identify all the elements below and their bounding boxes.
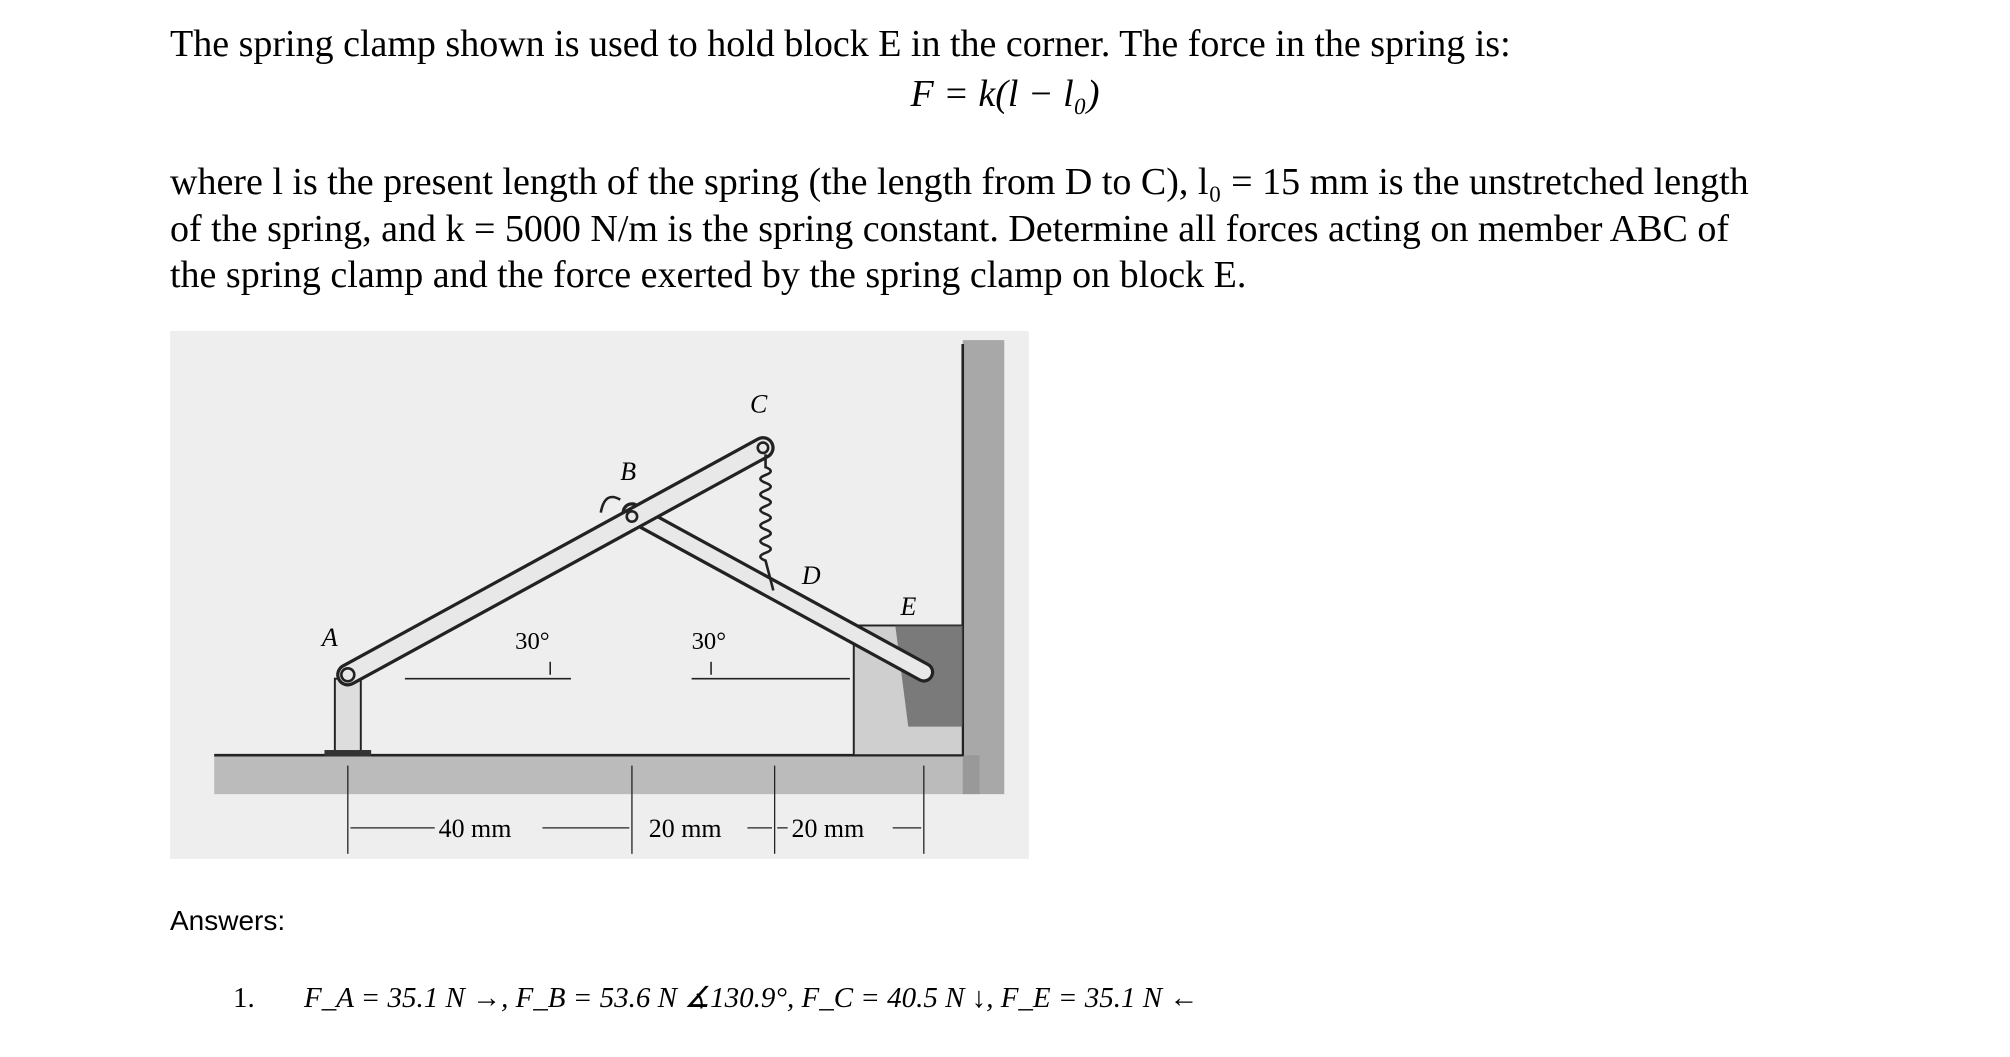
dimension-40mm: 40 mm: [438, 813, 512, 843]
answers-label: Answers:: [170, 905, 286, 936]
answer-number: 1.: [233, 982, 255, 1014]
angle-label-left: 30°: [515, 627, 550, 655]
label-a: A: [321, 623, 338, 653]
angle-label-right: 30°: [691, 627, 727, 655]
spring-clamp-figure: [170, 331, 1029, 859]
label-c: C: [749, 389, 768, 419]
dimension-20mm-2: 20 mm: [791, 813, 865, 843]
problem-line-1: The spring clamp shown is used to hold block E in the corner. The force in the spring is:: [170, 23, 1511, 65]
dimension-20mm-1: 20 mm: [648, 813, 722, 843]
ground: [214, 755, 979, 794]
wall: [963, 340, 1005, 794]
spring-force-formula: F = k(l − l₀): [910, 73, 1100, 115]
label-b: B: [620, 457, 637, 487]
label-d: D: [801, 560, 821, 590]
problem-line-4: the spring clamp and the force exerted by the spring clamp on block E.: [170, 254, 1247, 296]
answer-item-1: [233, 980, 1198, 1015]
problem-line-3: of the spring, and k = 5000 N/m is the spring constant. Determine all forces acting on member ABC of: [170, 208, 1730, 250]
label-e: E: [900, 592, 917, 622]
problem-line-2: where l is the present length of the spring (the length from D to C), l₀ = 15 mm is the unstretched length: [170, 161, 1749, 203]
answer-text: F_A = 35.1 N →, F_B = 53.6 N ∡130.9°, F_C = 40.5 N ↓, F_E = 35.1 N ←: [304, 982, 1199, 1014]
